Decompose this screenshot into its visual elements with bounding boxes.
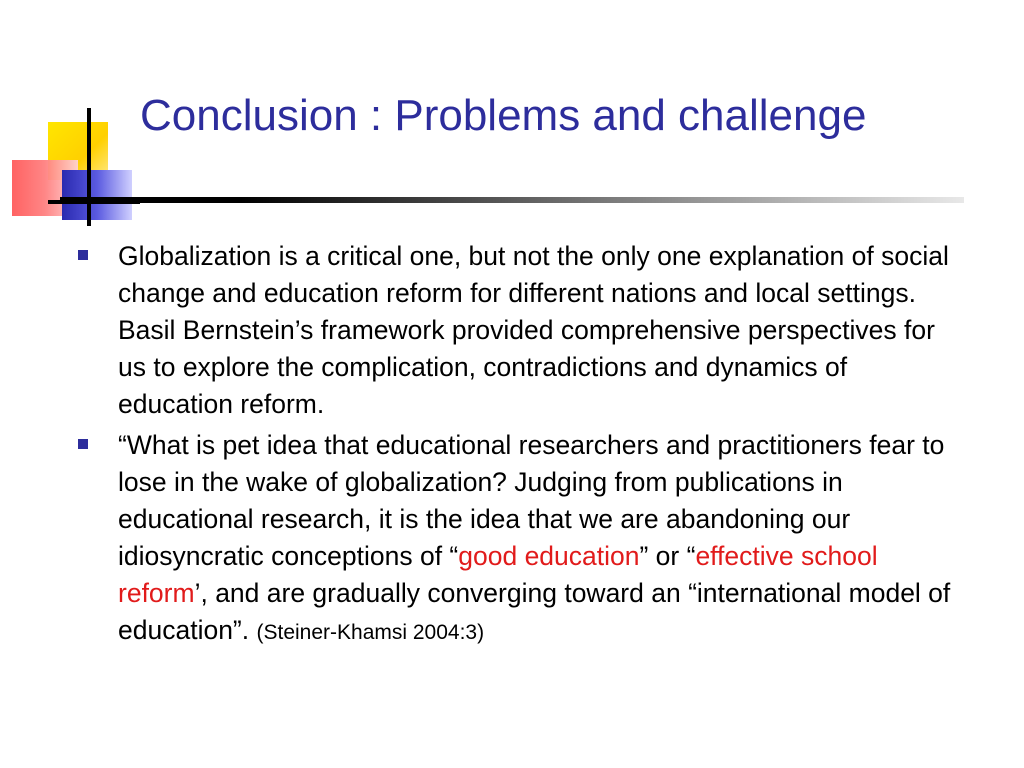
bullet-item-2 [78,427,958,651]
bullet-square-icon [78,439,88,449]
logo-decoration [0,100,140,230]
quote-text-connector: ” or “ [639,541,696,571]
vertical-line [87,108,91,226]
bullet-list [78,238,958,655]
title-underline [60,197,964,203]
quote-text-end: ’, and are gradually converging toward an “international model of education”. [118,578,951,645]
bullet-item-1 [78,238,958,423]
bullet-square-icon [78,250,88,260]
quote-text: “What is pet idea that educational researchers and practitioners fear to lose in the wake of globalization? Judging from publications in educational research, it is the idea that we are abandoning our idiosyncratic conceptions of “ [118,430,945,571]
blue-square [62,170,132,220]
emphasis-effective-school-reform: effective school reform [118,541,878,608]
emphasis-good-education: good education [458,541,640,571]
slide-title: Conclusion : Problems and challenge [140,91,867,140]
citation: (Steiner-Khamsi 2004:3) [256,621,485,644]
bullet-text: Globalization is a critical one, but not the only one explanation of social change and education reform for different nations and local settings. Basil Bernstein’s framework provided comprehensive perspectives for us to explore the complication, contradictions and dynamics of education reform. [118,241,949,419]
